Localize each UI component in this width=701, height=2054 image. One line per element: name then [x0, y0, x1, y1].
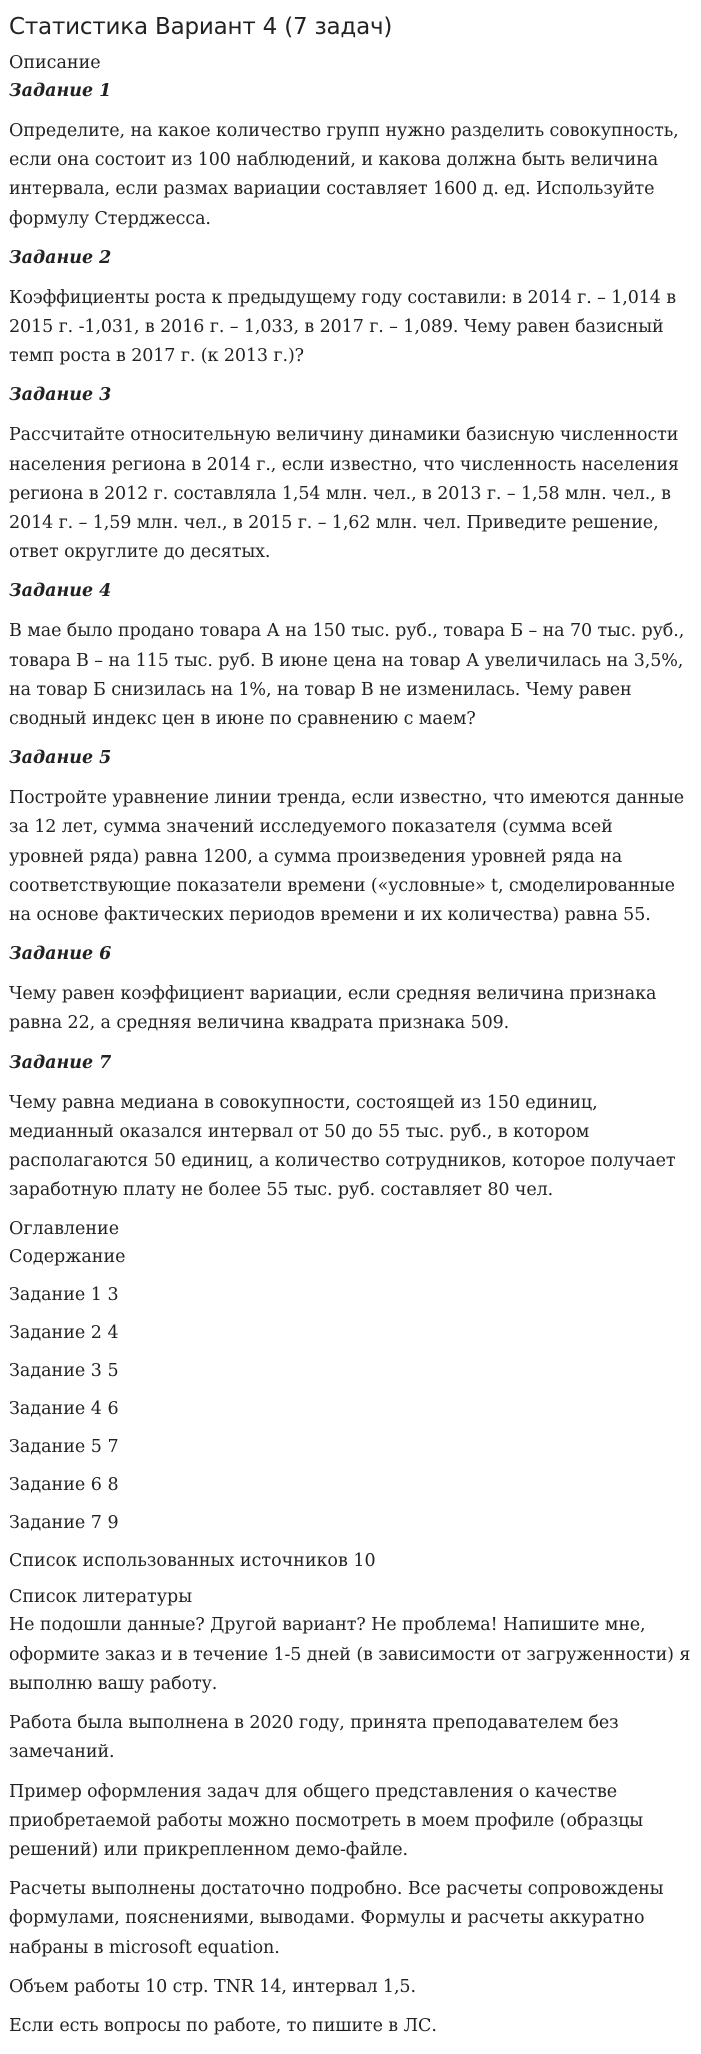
toc-item: Задание 3 5: [9, 1361, 119, 1382]
task-heading: Задание 1: [9, 81, 112, 101]
toc-item: Задание 4 6: [9, 1399, 119, 1420]
toc-item: Задание 6 8: [9, 1475, 119, 1496]
toc-item: Задание 1 3: [9, 1285, 119, 1306]
task-6: [9, 940, 691, 1038]
note-paragraph: Не подошли данные? Другой вариант? Не проблема! Напишите мне, оформите заказ и в течение 1-5 дней (в зависимости от загруженности) я выполню вашу работу.: [9, 1615, 691, 1694]
task-heading: Задание 2: [9, 247, 112, 268]
task-text: Чему равна медиана в совокупности, состоящей из 150 единиц, медианный оказался интервал от 50 до 55 тыс. руб., в котором располагаются 50 единиц, а количество сотрудников, которое получает заработную плату не более 55 тыс. руб. составляет 80 чел.: [9, 1092, 676, 1201]
task-text: Постройте уравнение линии тренда, если известно, что имеются данные за 12 лет, сумма значений исследуемого показателя (сумма всей уровней ряда) равна 1200, а сумма произведения уровней ряда на соответствующие показатели времени («условные» t, смоделированные на основе фактических периодов времени и их количества) равна 55.: [9, 788, 685, 926]
task-7: [9, 1049, 691, 1206]
note-paragraph: Объем работы 10 стр. TNR 14, интервал 1,5.: [9, 1976, 416, 1997]
table-of-contents: [9, 1215, 691, 1575]
note-paragraph: Если есть вопросы по работе, то пишите в ЛС.: [9, 2015, 437, 2036]
task-2: [9, 244, 691, 372]
task-4: [9, 577, 691, 734]
toc-heading: Оглавление: [9, 1219, 120, 1240]
task-heading: Задание 5: [9, 748, 112, 769]
note-paragraph: Пример оформления задач для общего представления о качестве приобретаемой работы можно посмотреть в моем профиле (образцы решений) или прикрепленном демо-файле.: [9, 1781, 644, 1860]
task-1: [9, 77, 691, 234]
note-paragraph: Работа была выполнена в 2020 году, принята преподавателем без замечаний.: [9, 1713, 619, 1763]
description-label: Описание: [9, 53, 101, 73]
task-heading: Задание 3: [9, 385, 112, 406]
toc-item: Задание 5 7: [9, 1437, 119, 1458]
references-label: Список литературы: [9, 1587, 193, 1608]
closing-notes: [9, 1611, 691, 2041]
task-text: Определите, на какое количество групп нужно разделить совокупность, если она состоит из 100 наблюдений, и какова должна быть величина интервала, если размах вариации составляет 1600 д. ед. Используйте формулу Стерджесса.: [9, 121, 679, 229]
task-text: Чему равен коэффициент вариации, если средняя величина признака равна 22, а средняя величина квадрата признака 509.: [9, 984, 657, 1034]
task-heading: Задание 4: [9, 581, 112, 602]
toc-item: Задание 2 4: [9, 1323, 119, 1344]
task-heading: Задание 6: [9, 944, 112, 965]
task-heading: Задание 7: [9, 1052, 112, 1073]
task-text: Рассчитайте относительную величину динамики базисную численности населения региона в 2014 г., если известно, что численность населения региона в 2012 г. составляла 1,54 млн. чел., в 2013 г. – 1,58 млн. чел., в 2014 г. – 1,59 млн. чел., в 2015 г. – 1,62 млн. чел. Приведите решение, ответ округлите до десятых.: [9, 425, 679, 563]
toc-item: Задание 7 9: [9, 1513, 119, 1534]
task-text: В мае было продано товара А на 150 тыс. руб., товара Б – на 70 тыс. руб., товара В – на 115 тыс. руб. В июне цена на товар А увеличилась на 3,5%, на товар Б снизилась на 1%, на товар В не изменилась. Чему равен сводный индекс цен в июне по сравнению с маем?: [9, 621, 685, 730]
task-5: [9, 744, 691, 930]
note-paragraph: Расчеты выполнены достаточно подробно. Все расчеты сопровождены формулами, пояснениями, выводами. Формулы и расчеты аккуратно набраны в microsoft equation.: [9, 1879, 664, 1958]
task-3: [9, 381, 691, 567]
page-title: Статистика Вариант 4 (7 задач): [9, 14, 393, 40]
toc-item: Список использованных источников 10: [9, 1551, 376, 1572]
task-text: Коэффициенты роста к предыдущему году составили: в 2014 г. – 1,014 в 2015 г. -1,031, в 2016 г. – 1,033, в 2017 г. – 1,089. Чему равен базисный темп роста в 2017 г. (к 2013 г.)?: [9, 287, 677, 367]
toc-contents-label: Содержание: [9, 1247, 126, 1268]
